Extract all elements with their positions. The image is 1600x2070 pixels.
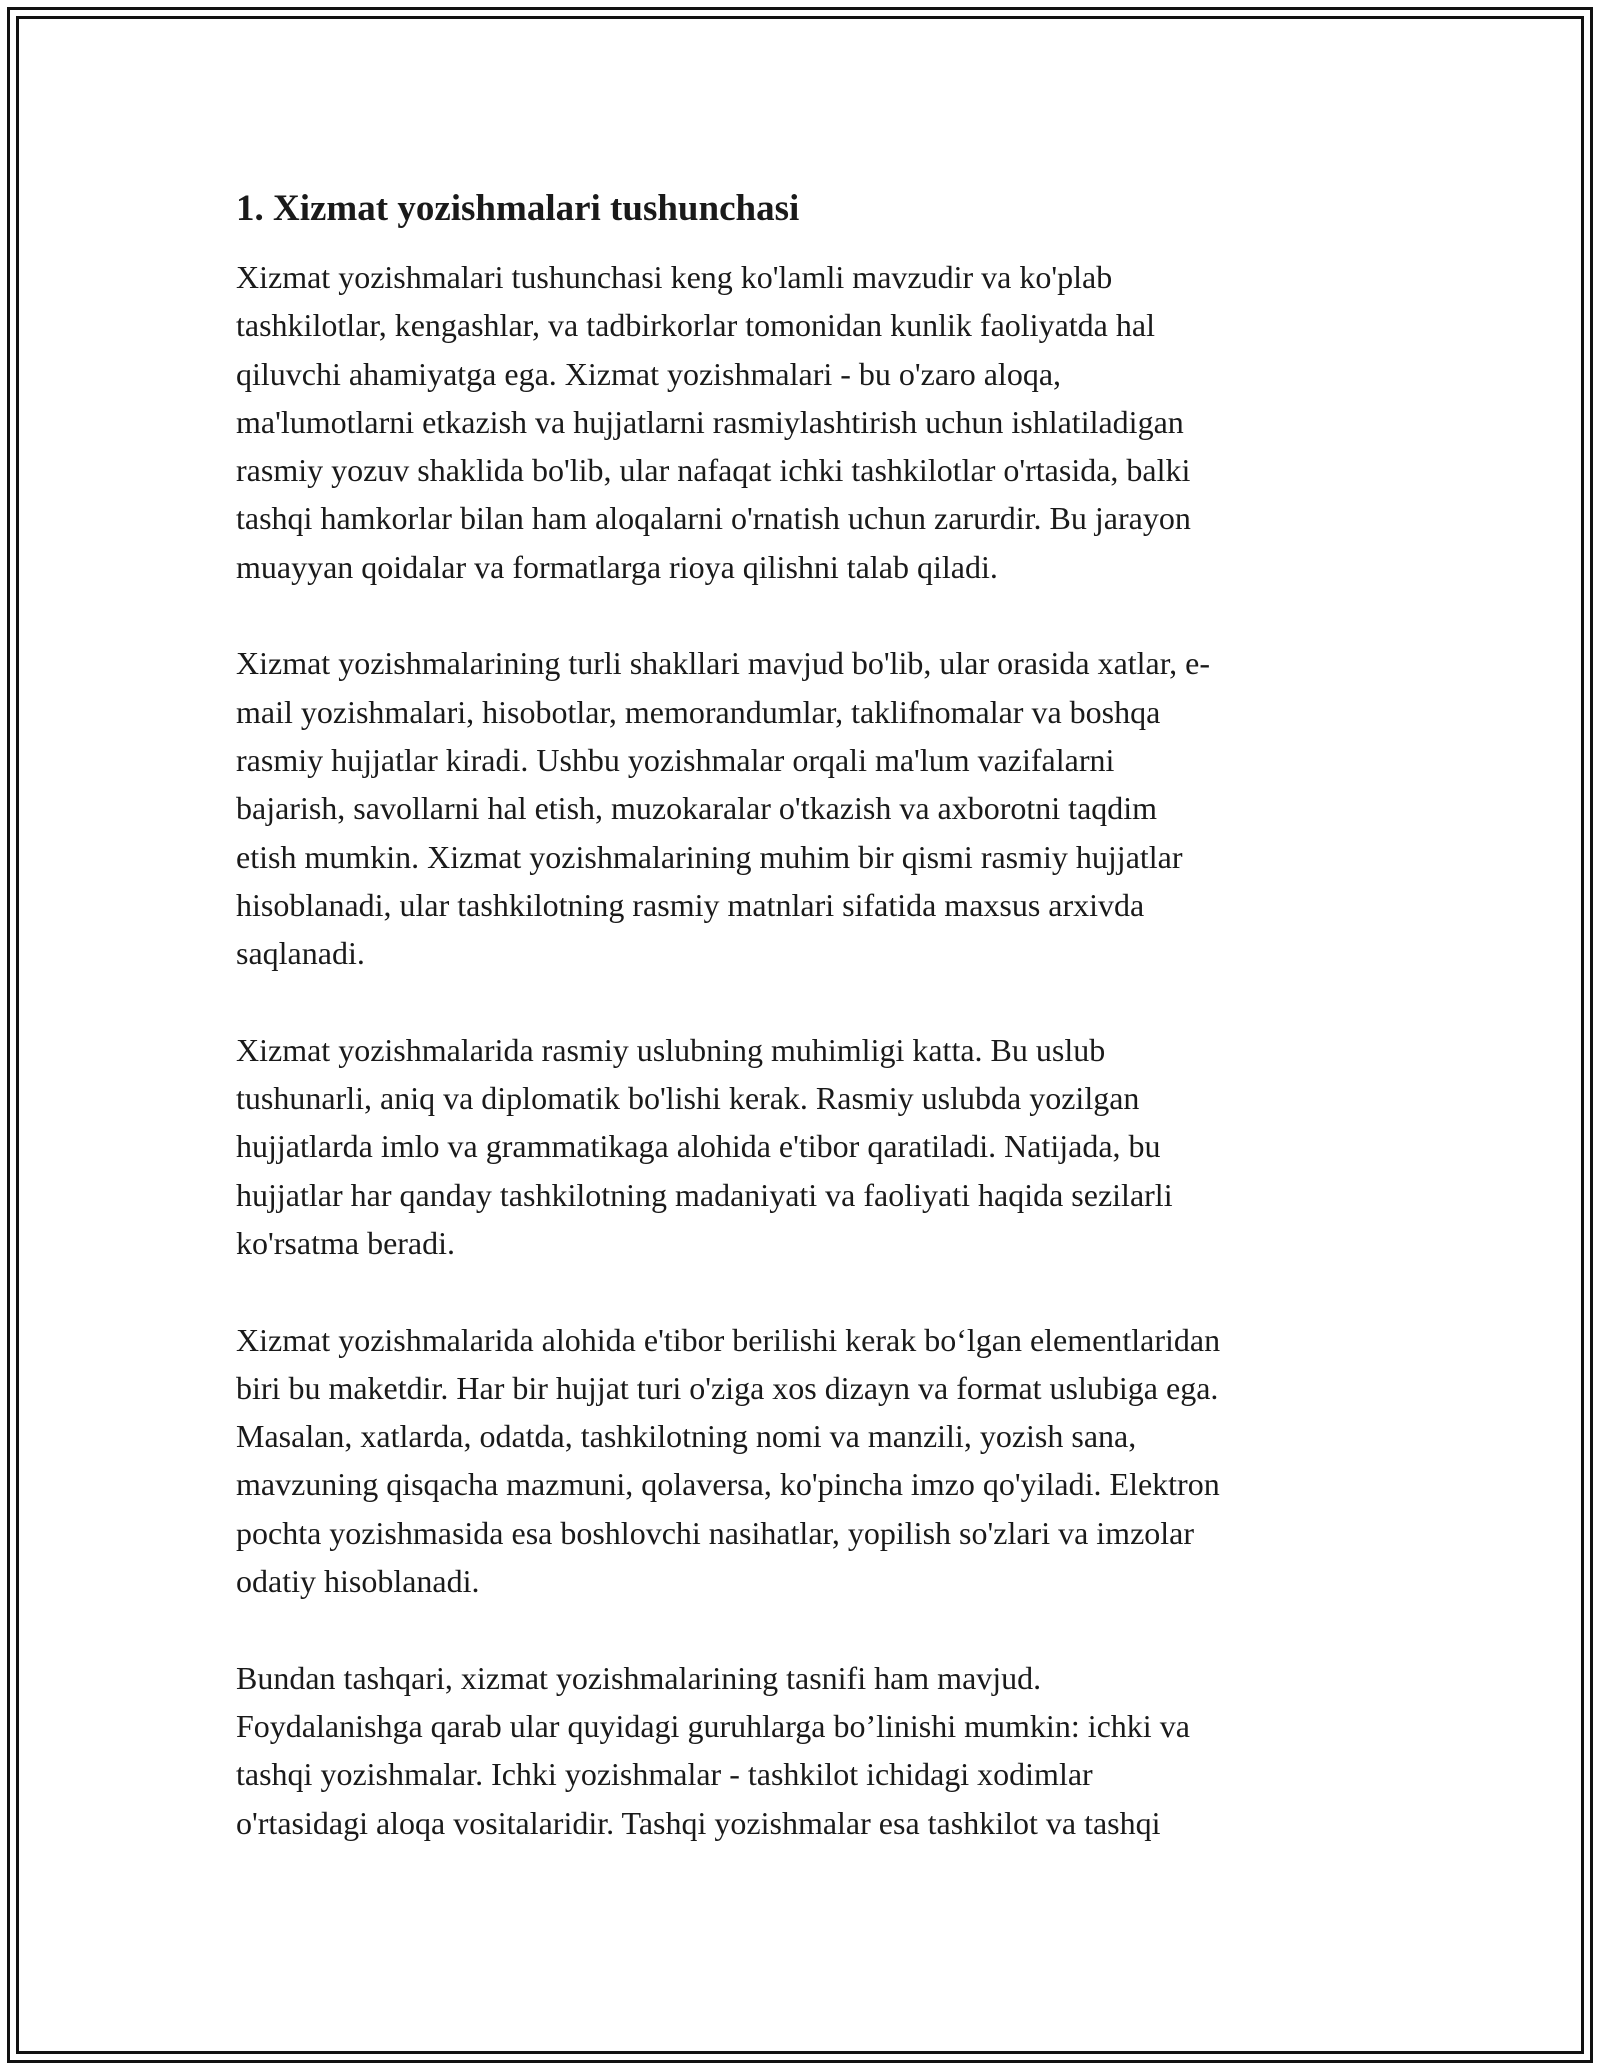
text-line: odatiy hisoblanadi. xyxy=(236,1563,480,1600)
text-line: ma'lumotlarni etkazish va hujjatlarni rasmiylashtirish uchun ishlatiladigan xyxy=(236,403,1184,440)
text-line: pochta yozishmasida esa boshlovchi nasihatlar, yopilish so'zlari va imzolar xyxy=(236,1514,1195,1551)
text-line: biri bu maketdir. Har bir hujjat turi o'ziga xos dizayn va format uslubiga ega. xyxy=(236,1369,1219,1406)
paragraph-5 xyxy=(236,1654,1376,1847)
text-line: hujjatlar har qanday tashkilotning madaniyati va faoliyati haqida sezilarli xyxy=(236,1176,1173,1213)
text-line: rasmiy hujjatlar kiradi. Ushbu yozishmalar orqali ma'lum vazifalarni xyxy=(236,741,1115,778)
text-line: Bundan tashqari, xizmat yozishmalarining tasnifi ham mavjud. xyxy=(236,1659,1042,1696)
text-line: bajarish, savollarni hal etish, muzokaralar o'tkazish va axborotni taqdim xyxy=(236,790,1158,827)
section-heading: 1. Xizmat yozishmalari tushunchasi xyxy=(236,188,800,229)
paragraph-4 xyxy=(236,1316,1376,1606)
text-line: mail yozishmalari, hisobotlar, memorandumlar, taklifnomalar va boshqa xyxy=(236,693,1161,730)
text-line: hujjatlarda imlo va grammatikaga alohida e'tibor qaratiladi. Natijada, bu xyxy=(236,1128,1161,1165)
text-line: Xizmat yozishmalarida rasmiy uslubning muhimligi katta. Bu uslub xyxy=(236,1031,1106,1068)
text-line: etish mumkin. Xizmat yozishmalarining muhim bir qismi rasmiy hujjatlar xyxy=(236,838,1183,875)
text-line: muayyan qoidalar va formatlarga rioya qilishni talab qiladi. xyxy=(236,548,998,585)
text-line: saqlanadi. xyxy=(236,935,365,972)
paragraph-2 xyxy=(236,639,1376,977)
text-line: tushunarli, aniq va diplomatik bo'lishi kerak. Rasmiy uslubda yozilgan xyxy=(236,1080,1140,1117)
text-line: Xizmat yozishmalarining turli shakllari mavjud bo'lib, ular orasida xatlar, e- xyxy=(236,645,1210,682)
text-line: Xizmat yozishmalarida alohida e'tibor berilishi kerak bo‘lgan elementlaridan xyxy=(236,1321,1221,1358)
document-body xyxy=(236,185,1376,1895)
paragraph-1 xyxy=(236,253,1376,591)
text-line: mavzuning qisqacha mazmuni, qolaversa, ko'pincha imzo qo'yiladi. Elektron xyxy=(236,1466,1220,1503)
text-line: hisoblanadi, ular tashkilotning rasmiy matnlari sifatida maxsus arxivda xyxy=(236,886,1145,923)
text-line: Masalan, xatlarda, odatda, tashkilotning nomi va manzili, yozish sana, xyxy=(236,1418,1137,1455)
text-line: Xizmat yozishmalari tushunchasi keng ko'lamli mavzudir va ko'plab xyxy=(236,259,1113,295)
text-line: rasmiy yozuv shaklida bo'lib, ular nafaqat ichki tashkilotlar o'rtasida, balki xyxy=(236,452,1191,489)
text-line: tashqi yozishmalar. Ichki yozishmalar - tashkilot ichidagi xodimlar xyxy=(236,1756,1093,1793)
text-line: tashqi hamkorlar bilan ham aloqalarni o'rnatish uchun zarurdir. Bu jarayon xyxy=(236,500,1191,537)
text-line: qiluvchi ahamiyatga ega. Xizmat yozishmalari - bu o'zaro aloqa, xyxy=(236,355,1062,392)
text-line: Foydalanishga qarab ular quyidagi guruhlarga bo’linishi mumkin: ichki va xyxy=(236,1707,1190,1744)
text-line: ko'rsatma beradi. xyxy=(236,1224,456,1261)
text-line: tashkilotlar, kengashlar, va tadbirkorlar tomonidan kunlik faoliyatda hal xyxy=(236,307,1155,344)
text-line: o'rtasidagi aloqa vositalaridir. Tashqi yozishmalar esa tashkilot va tashqi xyxy=(236,1804,1161,1841)
paragraph-3 xyxy=(236,1026,1376,1267)
